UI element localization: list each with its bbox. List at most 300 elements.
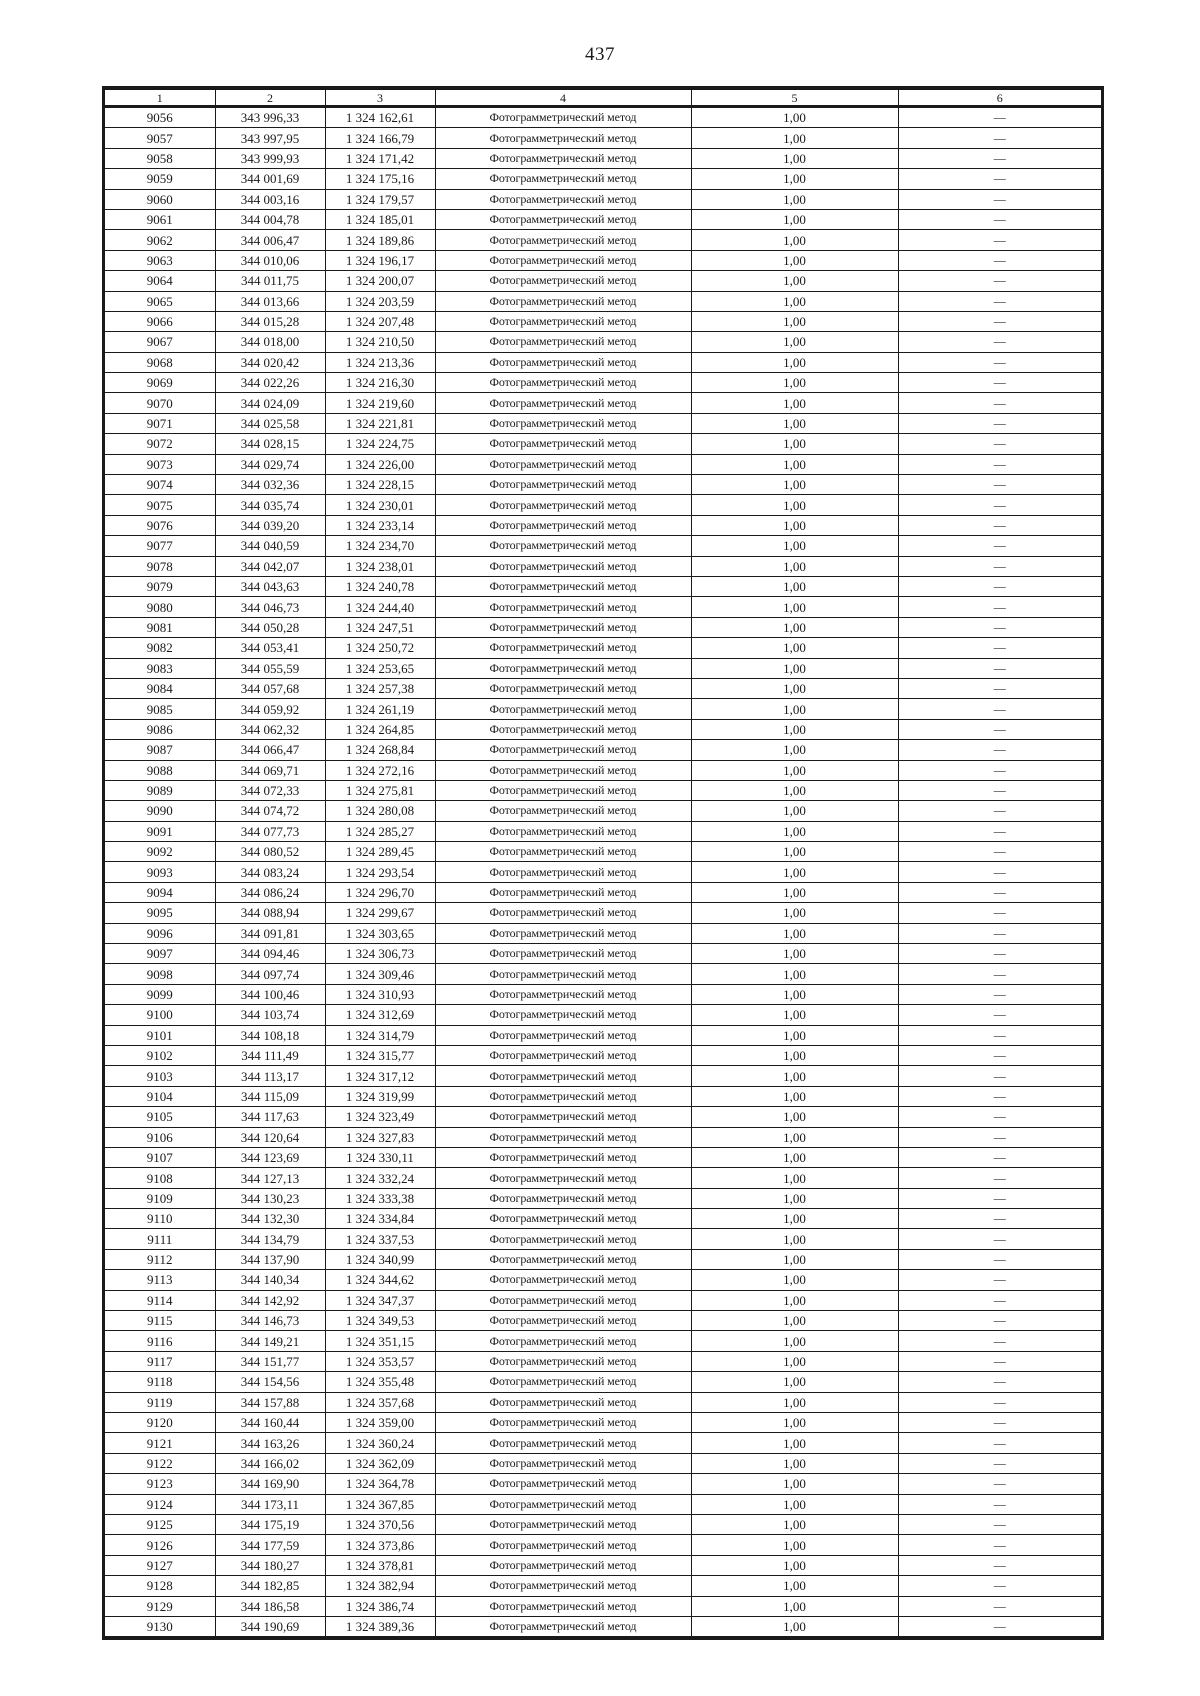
x-coordinate-cell: 344 011,75	[215, 271, 325, 291]
x-coordinate-cell: 344 077,73	[215, 821, 325, 841]
y-coordinate-cell: 1 324 257,38	[325, 678, 435, 698]
x-coordinate-cell: 343 999,93	[215, 148, 325, 168]
point-number-cell: 9090	[105, 801, 215, 821]
table-row	[105, 311, 1101, 331]
accuracy-cell: 1,00	[691, 1514, 898, 1534]
point-number-cell: 9072	[105, 434, 215, 454]
point-number-cell: 9088	[105, 760, 215, 780]
table-row	[105, 1107, 1101, 1127]
y-coordinate-cell: 1 324 351,15	[325, 1331, 435, 1351]
x-coordinate-cell: 344 177,59	[215, 1535, 325, 1555]
table-row	[105, 1494, 1101, 1514]
accuracy-cell: 1,00	[691, 311, 898, 331]
description-cell: —	[898, 1413, 1101, 1433]
table-row	[105, 169, 1101, 189]
table-row	[105, 434, 1101, 454]
accuracy-cell: 1,00	[691, 1270, 898, 1290]
x-coordinate-cell: 344 123,69	[215, 1147, 325, 1167]
x-coordinate-cell: 344 040,59	[215, 536, 325, 556]
accuracy-cell: 1,00	[691, 271, 898, 291]
x-coordinate-cell: 344 083,24	[215, 862, 325, 882]
x-coordinate-cell: 344 163,26	[215, 1433, 325, 1453]
point-number-cell: 9077	[105, 536, 215, 556]
column-header-2: 2	[215, 90, 325, 107]
x-coordinate-cell: 344 169,90	[215, 1474, 325, 1494]
point-number-cell: 9099	[105, 984, 215, 1004]
table-row	[105, 475, 1101, 495]
x-coordinate-cell: 344 173,11	[215, 1494, 325, 1514]
table-row	[105, 1025, 1101, 1045]
table-row	[105, 291, 1101, 311]
point-number-cell: 9065	[105, 291, 215, 311]
table-row	[105, 1209, 1101, 1229]
point-number-cell: 9069	[105, 373, 215, 393]
table-row	[105, 1616, 1101, 1636]
y-coordinate-cell: 1 324 378,81	[325, 1555, 435, 1575]
accuracy-cell: 1,00	[691, 719, 898, 739]
y-coordinate-cell: 1 324 162,61	[325, 107, 435, 128]
x-coordinate-cell: 344 115,09	[215, 1086, 325, 1106]
y-coordinate-cell: 1 324 319,99	[325, 1086, 435, 1106]
method-cell: Фотограмметрический метод	[435, 862, 691, 882]
point-number-cell: 9118	[105, 1372, 215, 1392]
method-cell: Фотограмметрический метод	[435, 1209, 691, 1229]
accuracy-cell: 1,00	[691, 475, 898, 495]
point-number-cell: 9116	[105, 1331, 215, 1351]
point-number-cell: 9103	[105, 1066, 215, 1086]
description-cell: —	[898, 1249, 1101, 1269]
x-coordinate-cell: 344 137,90	[215, 1249, 325, 1269]
y-coordinate-cell: 1 324 185,01	[325, 209, 435, 229]
table-row	[105, 1168, 1101, 1188]
table-row	[105, 1576, 1101, 1596]
accuracy-cell: 1,00	[691, 617, 898, 637]
x-coordinate-cell: 344 004,78	[215, 209, 325, 229]
y-coordinate-cell: 1 324 268,84	[325, 740, 435, 760]
method-cell: Фотограмметрический метод	[435, 1290, 691, 1310]
y-coordinate-cell: 1 324 386,74	[325, 1596, 435, 1616]
y-coordinate-cell: 1 324 226,00	[325, 454, 435, 474]
y-coordinate-cell: 1 324 299,67	[325, 903, 435, 923]
description-cell: —	[898, 189, 1101, 209]
description-cell: —	[898, 1453, 1101, 1473]
x-coordinate-cell: 344 069,71	[215, 760, 325, 780]
description-cell: —	[898, 1005, 1101, 1025]
description-cell: —	[898, 1147, 1101, 1167]
point-number-cell: 9066	[105, 311, 215, 331]
method-cell: Фотограмметрический метод	[435, 617, 691, 637]
y-coordinate-cell: 1 324 247,51	[325, 617, 435, 637]
x-coordinate-cell: 344 020,42	[215, 352, 325, 372]
method-cell: Фотограмметрический метод	[435, 1494, 691, 1514]
x-coordinate-cell: 344 057,68	[215, 678, 325, 698]
x-coordinate-cell: 344 080,52	[215, 842, 325, 862]
description-cell: —	[898, 658, 1101, 678]
method-cell: Фотограмметрический метод	[435, 1372, 691, 1392]
accuracy-cell: 1,00	[691, 801, 898, 821]
y-coordinate-cell: 1 324 340,99	[325, 1249, 435, 1269]
x-coordinate-cell: 344 039,20	[215, 515, 325, 535]
point-number-cell: 9083	[105, 658, 215, 678]
method-cell: Фотограмметрический метод	[435, 189, 691, 209]
table-row	[105, 1372, 1101, 1392]
point-number-cell: 9070	[105, 393, 215, 413]
method-cell: Фотограмметрический метод	[435, 1392, 691, 1412]
accuracy-cell: 1,00	[691, 189, 898, 209]
method-cell: Фотограмметрический метод	[435, 597, 691, 617]
description-cell: —	[898, 740, 1101, 760]
x-coordinate-cell: 344 074,72	[215, 801, 325, 821]
y-coordinate-cell: 1 324 330,11	[325, 1147, 435, 1167]
point-number-cell: 9097	[105, 944, 215, 964]
description-cell: —	[898, 107, 1101, 128]
method-cell: Фотограмметрический метод	[435, 1270, 691, 1290]
accuracy-cell: 1,00	[691, 1433, 898, 1453]
accuracy-cell: 1,00	[691, 1025, 898, 1045]
description-cell: —	[898, 128, 1101, 148]
method-cell: Фотограмметрический метод	[435, 1066, 691, 1086]
accuracy-cell: 1,00	[691, 964, 898, 984]
y-coordinate-cell: 1 324 315,77	[325, 1045, 435, 1065]
x-coordinate-cell: 344 035,74	[215, 495, 325, 515]
point-number-cell: 9094	[105, 882, 215, 902]
description-cell: —	[898, 862, 1101, 882]
accuracy-cell: 1,00	[691, 1351, 898, 1371]
table-row	[105, 189, 1101, 209]
y-coordinate-cell: 1 324 360,24	[325, 1433, 435, 1453]
accuracy-cell: 1,00	[691, 556, 898, 576]
description-cell: —	[898, 1107, 1101, 1127]
accuracy-cell: 1,00	[691, 1107, 898, 1127]
point-number-cell: 9126	[105, 1535, 215, 1555]
method-cell: Фотограмметрический метод	[435, 1147, 691, 1167]
point-number-cell: 9117	[105, 1351, 215, 1371]
accuracy-cell: 1,00	[691, 678, 898, 698]
table-row	[105, 740, 1101, 760]
y-coordinate-cell: 1 324 357,68	[325, 1392, 435, 1412]
table-row	[105, 903, 1101, 923]
point-number-cell: 9079	[105, 576, 215, 596]
accuracy-cell: 1,00	[691, 291, 898, 311]
table-row	[105, 1311, 1101, 1331]
method-cell: Фотограмметрический метод	[435, 1576, 691, 1596]
method-cell: Фотограмметрический метод	[435, 1474, 691, 1494]
table-row	[105, 1066, 1101, 1086]
table-row	[105, 1270, 1101, 1290]
description-cell: —	[898, 638, 1101, 658]
accuracy-cell: 1,00	[691, 1209, 898, 1229]
method-cell: Фотограмметрический метод	[435, 678, 691, 698]
method-cell: Фотограмметрический метод	[435, 964, 691, 984]
description-cell: —	[898, 821, 1101, 841]
y-coordinate-cell: 1 324 332,24	[325, 1168, 435, 1188]
accuracy-cell: 1,00	[691, 862, 898, 882]
y-coordinate-cell: 1 324 203,59	[325, 291, 435, 311]
point-number-cell: 9096	[105, 923, 215, 943]
point-number-cell: 9123	[105, 1474, 215, 1494]
accuracy-cell: 1,00	[691, 842, 898, 862]
point-number-cell: 9087	[105, 740, 215, 760]
point-number-cell: 9122	[105, 1453, 215, 1473]
y-coordinate-cell: 1 324 355,48	[325, 1372, 435, 1392]
table-row	[105, 1086, 1101, 1106]
table-row	[105, 1596, 1101, 1616]
method-cell: Фотограмметрический метод	[435, 658, 691, 678]
table-row	[105, 148, 1101, 168]
point-number-cell: 9128	[105, 1576, 215, 1596]
table-row	[105, 1453, 1101, 1473]
point-number-cell: 9130	[105, 1616, 215, 1636]
y-coordinate-cell: 1 324 219,60	[325, 393, 435, 413]
y-coordinate-cell: 1 324 367,85	[325, 1494, 435, 1514]
y-coordinate-cell: 1 324 250,72	[325, 638, 435, 658]
accuracy-cell: 1,00	[691, 1372, 898, 1392]
method-cell: Фотограмметрический метод	[435, 128, 691, 148]
description-cell: —	[898, 760, 1101, 780]
description-cell: —	[898, 209, 1101, 229]
table-row	[105, 1249, 1101, 1269]
column-header-6: 6	[898, 90, 1101, 107]
x-coordinate-cell: 344 028,15	[215, 434, 325, 454]
point-number-cell: 9084	[105, 678, 215, 698]
x-coordinate-cell: 344 001,69	[215, 169, 325, 189]
point-number-cell: 9064	[105, 271, 215, 291]
accuracy-cell: 1,00	[691, 1311, 898, 1331]
x-coordinate-cell: 344 111,49	[215, 1045, 325, 1065]
x-coordinate-cell: 344 151,77	[215, 1351, 325, 1371]
point-number-cell: 9108	[105, 1168, 215, 1188]
y-coordinate-cell: 1 324 370,56	[325, 1514, 435, 1534]
description-cell: —	[898, 1494, 1101, 1514]
method-cell: Фотограмметрический метод	[435, 1514, 691, 1534]
description-cell: —	[898, 1372, 1101, 1392]
point-number-cell: 9059	[105, 169, 215, 189]
accuracy-cell: 1,00	[691, 1576, 898, 1596]
method-cell: Фотограмметрический метод	[435, 842, 691, 862]
y-coordinate-cell: 1 324 189,86	[325, 230, 435, 250]
y-coordinate-cell: 1 324 285,27	[325, 821, 435, 841]
table-row	[105, 230, 1101, 250]
y-coordinate-cell: 1 324 306,73	[325, 944, 435, 964]
description-cell: —	[898, 923, 1101, 943]
table-row	[105, 128, 1101, 148]
y-coordinate-cell: 1 324 359,00	[325, 1413, 435, 1433]
table-row	[105, 658, 1101, 678]
column-header-1: 1	[105, 90, 215, 107]
point-number-cell: 9080	[105, 597, 215, 617]
accuracy-cell: 1,00	[691, 1290, 898, 1310]
point-number-cell: 9124	[105, 1494, 215, 1514]
table-row	[105, 1127, 1101, 1147]
table-row	[105, 332, 1101, 352]
description-cell: —	[898, 984, 1101, 1004]
description-cell: —	[898, 291, 1101, 311]
method-cell: Фотограмметрический метод	[435, 352, 691, 372]
table-row	[105, 944, 1101, 964]
y-coordinate-cell: 1 324 240,78	[325, 576, 435, 596]
y-coordinate-cell: 1 324 166,79	[325, 128, 435, 148]
accuracy-cell: 1,00	[691, 780, 898, 800]
accuracy-cell: 1,00	[691, 597, 898, 617]
y-coordinate-cell: 1 324 224,75	[325, 434, 435, 454]
accuracy-cell: 1,00	[691, 393, 898, 413]
accuracy-cell: 1,00	[691, 903, 898, 923]
method-cell: Фотограмметрический метод	[435, 107, 691, 128]
table-row	[105, 882, 1101, 902]
y-coordinate-cell: 1 324 233,14	[325, 515, 435, 535]
method-cell: Фотограмметрический метод	[435, 271, 691, 291]
method-cell: Фотограмметрический метод	[435, 1433, 691, 1453]
method-cell: Фотограмметрический метод	[435, 740, 691, 760]
description-cell: —	[898, 1351, 1101, 1371]
y-coordinate-cell: 1 324 253,65	[325, 658, 435, 678]
point-number-cell: 9111	[105, 1229, 215, 1249]
point-number-cell: 9093	[105, 862, 215, 882]
description-cell: —	[898, 1188, 1101, 1208]
point-number-cell: 9095	[105, 903, 215, 923]
x-coordinate-cell: 343 996,33	[215, 107, 325, 128]
method-cell: Фотограмметрический метод	[435, 556, 691, 576]
method-cell: Фотограмметрический метод	[435, 801, 691, 821]
description-cell: —	[898, 678, 1101, 698]
accuracy-cell: 1,00	[691, 882, 898, 902]
accuracy-cell: 1,00	[691, 740, 898, 760]
table-row	[105, 597, 1101, 617]
x-coordinate-cell: 344 072,33	[215, 780, 325, 800]
y-coordinate-cell: 1 324 389,36	[325, 1616, 435, 1636]
y-coordinate-cell: 1 324 344,62	[325, 1270, 435, 1290]
accuracy-cell: 1,00	[691, 658, 898, 678]
accuracy-cell: 1,00	[691, 128, 898, 148]
description-cell: —	[898, 1066, 1101, 1086]
x-coordinate-cell: 344 113,17	[215, 1066, 325, 1086]
y-coordinate-cell: 1 324 353,57	[325, 1351, 435, 1371]
method-cell: Фотограмметрический метод	[435, 536, 691, 556]
accuracy-cell: 1,00	[691, 413, 898, 433]
description-cell: —	[898, 515, 1101, 535]
method-cell: Фотограмметрический метод	[435, 1535, 691, 1555]
x-coordinate-cell: 344 103,74	[215, 1005, 325, 1025]
table-row	[105, 862, 1101, 882]
description-cell: —	[898, 148, 1101, 168]
method-cell: Фотограмметрический метод	[435, 1453, 691, 1473]
table-row	[105, 801, 1101, 821]
description-cell: —	[898, 495, 1101, 515]
method-cell: Фотограмметрический метод	[435, 1086, 691, 1106]
description-cell: —	[898, 556, 1101, 576]
method-cell: Фотограмметрический метод	[435, 209, 691, 229]
description-cell: —	[898, 719, 1101, 739]
table-row	[105, 576, 1101, 596]
point-number-cell: 9082	[105, 638, 215, 658]
column-header-5: 5	[691, 90, 898, 107]
description-cell: —	[898, 1474, 1101, 1494]
accuracy-cell: 1,00	[691, 1249, 898, 1269]
y-coordinate-cell: 1 324 333,38	[325, 1188, 435, 1208]
table-row	[105, 617, 1101, 637]
y-coordinate-cell: 1 324 207,48	[325, 311, 435, 331]
point-number-cell: 9085	[105, 699, 215, 719]
method-cell: Фотограмметрический метод	[435, 923, 691, 943]
y-coordinate-cell: 1 324 264,85	[325, 719, 435, 739]
y-coordinate-cell: 1 324 334,84	[325, 1209, 435, 1229]
y-coordinate-cell: 1 324 289,45	[325, 842, 435, 862]
method-cell: Фотограмметрический метод	[435, 1127, 691, 1147]
table-row	[105, 556, 1101, 576]
description-cell: —	[898, 536, 1101, 556]
x-coordinate-cell: 344 042,07	[215, 556, 325, 576]
accuracy-cell: 1,00	[691, 1331, 898, 1351]
table-row	[105, 1474, 1101, 1494]
point-number-cell: 9127	[105, 1555, 215, 1575]
point-number-cell: 9060	[105, 189, 215, 209]
accuracy-cell: 1,00	[691, 434, 898, 454]
y-coordinate-cell: 1 324 238,01	[325, 556, 435, 576]
method-cell: Фотограмметрический метод	[435, 515, 691, 535]
description-cell: —	[898, 1270, 1101, 1290]
description-cell: —	[898, 1311, 1101, 1331]
method-cell: Фотограмметрический метод	[435, 760, 691, 780]
method-cell: Фотограмметрический метод	[435, 291, 691, 311]
method-cell: Фотограмметрический метод	[435, 576, 691, 596]
y-coordinate-cell: 1 324 310,93	[325, 984, 435, 1004]
x-coordinate-cell: 344 006,47	[215, 230, 325, 250]
description-cell: —	[898, 475, 1101, 495]
point-number-cell: 9110	[105, 1209, 215, 1229]
description-cell: —	[898, 576, 1101, 596]
accuracy-cell: 1,00	[691, 1555, 898, 1575]
x-coordinate-cell: 344 100,46	[215, 984, 325, 1004]
table-row	[105, 821, 1101, 841]
accuracy-cell: 1,00	[691, 250, 898, 270]
table-header	[105, 90, 1101, 107]
y-coordinate-cell: 1 324 296,70	[325, 882, 435, 902]
description-cell: —	[898, 882, 1101, 902]
description-cell: —	[898, 1433, 1101, 1453]
accuracy-cell: 1,00	[691, 209, 898, 229]
table-row	[105, 1433, 1101, 1453]
method-cell: Фотограмметрический метод	[435, 148, 691, 168]
x-coordinate-cell: 344 157,88	[215, 1392, 325, 1412]
table-row	[105, 373, 1101, 393]
description-cell: —	[898, 311, 1101, 331]
table-row	[105, 1005, 1101, 1025]
point-number-cell: 9121	[105, 1433, 215, 1453]
x-coordinate-cell: 344 062,32	[215, 719, 325, 739]
x-coordinate-cell: 344 046,73	[215, 597, 325, 617]
x-coordinate-cell: 344 053,41	[215, 638, 325, 658]
point-number-cell: 9073	[105, 454, 215, 474]
table-row	[105, 271, 1101, 291]
table-row	[105, 842, 1101, 862]
y-coordinate-cell: 1 324 179,57	[325, 189, 435, 209]
x-coordinate-cell: 344 134,79	[215, 1229, 325, 1249]
table-row	[105, 1147, 1101, 1167]
method-cell: Фотограмметрический метод	[435, 1331, 691, 1351]
method-cell: Фотограмметрический метод	[435, 1249, 691, 1269]
x-coordinate-cell: 344 010,06	[215, 250, 325, 270]
accuracy-cell: 1,00	[691, 923, 898, 943]
table-row	[105, 1555, 1101, 1575]
column-header-4: 4	[435, 90, 691, 107]
method-cell: Фотограмметрический метод	[435, 1596, 691, 1616]
point-number-cell: 9106	[105, 1127, 215, 1147]
description-cell: —	[898, 413, 1101, 433]
table-row	[105, 638, 1101, 658]
table-row	[105, 413, 1101, 433]
point-number-cell: 9068	[105, 352, 215, 372]
description-cell: —	[898, 1331, 1101, 1351]
